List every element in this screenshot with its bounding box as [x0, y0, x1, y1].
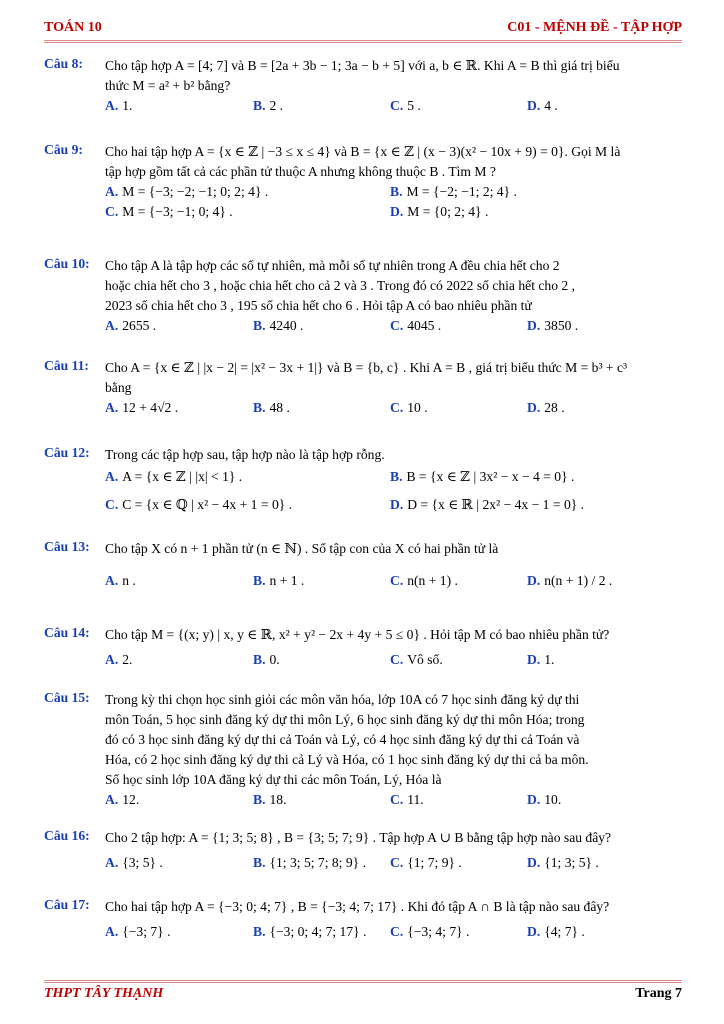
option-d[interactable] [527, 790, 561, 810]
question-16 [44, 828, 682, 873]
option-b[interactable] [390, 467, 574, 487]
option-b[interactable] [253, 96, 283, 116]
option-label: B. [253, 792, 266, 807]
answer-options [105, 853, 682, 873]
question-line: Hóa, có 2 học sinh đăng ký dự thi cả Lý và Hóa, có 1 học sinh đăng ký dự thi cả ba môn. [105, 752, 589, 767]
option-label: D. [527, 400, 541, 415]
option-text: 12 + 4√2 . [122, 400, 179, 415]
header-subject: TOÁN 10 [44, 20, 102, 35]
question-line: hoặc chia hết cho 3 , hoặc chia hết cho cả 2 và 3 . Trong đó có 2022 số chia hết cho 2 , [105, 278, 575, 293]
question-line: Số học sinh lớp 10A đăng ký dự thi các môn Toán, Lý, Hóa là [105, 772, 442, 787]
option-label: B. [253, 855, 266, 870]
question-number: Câu 13: [44, 539, 90, 554]
option-d[interactable] [527, 96, 558, 116]
question-number: Câu 11: [44, 358, 89, 373]
question-number: Câu 9: [44, 142, 83, 157]
option-b[interactable] [253, 650, 280, 670]
option-label: C. [390, 792, 404, 807]
question-line: Cho tập M = {(x; y) | x, y ∈ ℝ, x² + y² − 2x + 4y + 5 ≤ 0} . Hỏi tập M có bao nhiêu phần tử? [105, 627, 610, 642]
option-label: D. [390, 204, 404, 219]
option-text: {−3; 4; 7} . [407, 924, 470, 939]
option-d[interactable] [390, 495, 584, 515]
question-text [105, 690, 682, 790]
option-text: Vô số. [407, 652, 443, 667]
question-text [105, 56, 682, 96]
option-a[interactable] [105, 790, 139, 810]
option-c[interactable] [390, 96, 421, 116]
option-d[interactable] [527, 853, 599, 873]
answer-options [105, 922, 682, 942]
option-text: 4045 . [407, 318, 442, 333]
option-text: 2 . [269, 98, 284, 113]
question-line: đó có 3 học sinh đăng ký dự thi cả Toán và Lý, có 4 học sinh đăng ký dự thi cả Toán và [105, 732, 580, 747]
option-label: A. [105, 184, 119, 199]
question-line: bằng [105, 380, 132, 395]
question-15 [44, 690, 682, 810]
option-label: C. [105, 497, 119, 512]
option-b[interactable] [253, 571, 304, 591]
option-text: 10 . [407, 400, 428, 415]
option-a[interactable] [105, 922, 171, 942]
question-12 [44, 445, 682, 515]
option-a[interactable] [105, 398, 178, 418]
option-text: 48 . [269, 400, 290, 415]
option-text: {−3; 7} . [122, 924, 171, 939]
option-text: D = {x ∈ ℝ | 2x² − 4x − 1 = 0} . [407, 497, 585, 512]
answer-options [105, 467, 682, 487]
option-c[interactable] [390, 853, 462, 873]
option-label: B. [253, 318, 266, 333]
question-line: thức M = a² + b² bằng? [105, 78, 231, 93]
question-line: Cho 2 tập hợp: A = {1; 3; 5; 8} , B = {3; 5; 7; 9} . Tập hợp A ∪ B bằng tập hợp nào sau đây? [105, 830, 612, 845]
option-b[interactable] [253, 853, 366, 873]
option-label: A. [105, 98, 119, 113]
option-text: 28 . [544, 400, 565, 415]
question-line: Cho tập X có n + 1 phần tử (n ∈ ℕ) . Số tập con của X có hai phần tử là [105, 541, 499, 556]
option-label: D. [390, 497, 404, 512]
option-label: A. [105, 792, 119, 807]
option-text: {3; 5} . [122, 855, 163, 870]
option-label: C. [390, 573, 404, 588]
question-line: tập hợp gồm tất cả các phần tử thuộc A nhưng không thuộc B . Tìm M ? [105, 164, 496, 179]
answer-options [105, 650, 682, 670]
question-9 [44, 142, 682, 222]
question-number: Câu 17: [44, 897, 90, 912]
option-b[interactable] [390, 182, 517, 202]
option-text: 1. [544, 652, 555, 667]
question-line: Trong các tập hợp sau, tập hợp nào là tập hợp rỗng. [105, 447, 385, 462]
header-chapter: C01 - MỆNH ĐỀ - TẬP HỢP [507, 20, 682, 35]
option-text: M = {0; 2; 4} . [407, 204, 489, 219]
option-text: 12. [122, 792, 140, 807]
option-text: 4 . [544, 98, 558, 113]
option-c[interactable] [390, 650, 443, 670]
option-label: D. [527, 792, 541, 807]
question-number: Câu 10: [44, 256, 90, 271]
option-text: B = {x ∈ ℤ | 3x² − x − 4 = 0} . [406, 469, 575, 484]
option-text: M = {−3; −2; −1; 0; 2; 4} . [122, 184, 269, 199]
question-line: Cho hai tập hợp A = {x ∈ ℤ | −3 ≤ x ≤ 4} và B = {x ∈ ℤ | (x − 3)(x² − 10x + 9) = 0}. Gọi M là [105, 144, 621, 159]
option-b[interactable] [253, 922, 366, 942]
option-label: C. [390, 98, 404, 113]
option-c[interactable] [390, 398, 428, 418]
question-number: Câu 15: [44, 690, 90, 705]
option-label: B. [253, 98, 266, 113]
option-label: B. [253, 400, 266, 415]
answer-options [105, 96, 682, 116]
option-label: C. [390, 318, 404, 333]
question-number: Câu 12: [44, 445, 90, 460]
option-text: {1; 7; 9} . [407, 855, 462, 870]
option-text: C = {x ∈ ℚ | x² − 4x + 1 = 0} . [122, 497, 293, 512]
question-11 [44, 358, 682, 418]
option-text: 3850 . [544, 318, 579, 333]
answer-options [105, 316, 682, 336]
page-footer [44, 986, 682, 1004]
option-label: A. [105, 855, 119, 870]
question-line: Cho A = {x ∈ ℤ | |x − 2| = |x² − 3x + 1|} và B = {b, c} . Khi A = B , giá trị biểu thức M = b³ + c³ [105, 360, 628, 375]
question-number: Câu 16: [44, 828, 90, 843]
question-text [105, 828, 682, 848]
option-label: B. [390, 184, 403, 199]
option-label: D. [527, 573, 541, 588]
question-line: Cho tập hợp A = [4; 7] và B = [2a + 3b − 1; 3a − b + 5] với a, b ∈ ℝ. Khi A = B thì giá trị biểu [105, 58, 620, 73]
option-b[interactable] [253, 790, 286, 810]
question-number: Câu 8: [44, 56, 83, 71]
option-text: 11. [407, 792, 424, 807]
question-14 [44, 625, 682, 670]
option-label: A. [105, 318, 119, 333]
footer-divider [44, 980, 682, 983]
header-divider [44, 40, 682, 43]
option-label: C. [390, 855, 404, 870]
option-text: M = {−3; −1; 0; 4} . [122, 204, 233, 219]
option-text: 10. [544, 792, 562, 807]
option-label: B. [390, 469, 403, 484]
option-c[interactable] [390, 922, 469, 942]
option-label: D. [527, 318, 541, 333]
option-d[interactable] [527, 398, 565, 418]
option-label: C. [390, 652, 404, 667]
question-text [105, 897, 682, 917]
option-a[interactable] [105, 467, 242, 487]
option-text: {4; 7} . [544, 924, 585, 939]
option-c[interactable] [105, 202, 233, 222]
option-text: 2. [122, 652, 133, 667]
option-c[interactable] [390, 571, 458, 591]
option-text: {1; 3; 5} . [544, 855, 599, 870]
option-d[interactable] [527, 571, 612, 591]
option-text: 0. [269, 652, 280, 667]
option-text: n(n + 1) . [407, 573, 458, 588]
option-label: D. [527, 855, 541, 870]
question-text [105, 256, 682, 316]
answer-options [105, 495, 682, 515]
question-17 [44, 897, 682, 942]
page-number: Trang 7 [635, 986, 682, 1001]
question-text [105, 142, 682, 182]
answer-options [105, 790, 682, 810]
option-text: A = {x ∈ ℤ | |x| < 1} . [122, 469, 243, 484]
question-8 [44, 56, 682, 116]
option-label: D. [527, 98, 541, 113]
question-line: Trong kỳ thi chọn học sinh giỏi các môn văn hóa, lớp 10A có 7 học sinh đăng ký dự thi [105, 692, 580, 707]
option-text: 2655 . [122, 318, 157, 333]
option-d[interactable] [527, 922, 585, 942]
option-text: {−3; 0; 4; 7; 17} . [269, 924, 367, 939]
answer-options [105, 202, 682, 222]
option-d[interactable] [527, 316, 578, 336]
option-d[interactable] [390, 202, 488, 222]
option-label: C. [390, 400, 404, 415]
option-text: n(n + 1) / 2 . [544, 573, 613, 588]
option-text: M = {−2; −1; 2; 4} . [406, 184, 517, 199]
option-label: B. [253, 573, 266, 588]
option-a[interactable] [105, 571, 136, 591]
question-10 [44, 256, 682, 336]
option-label: D. [527, 652, 541, 667]
option-b[interactable] [253, 316, 303, 336]
question-text [105, 445, 682, 465]
answer-options [105, 398, 682, 418]
option-text: n + 1 . [269, 573, 305, 588]
option-d[interactable] [527, 650, 554, 670]
option-c[interactable] [105, 495, 292, 515]
option-a[interactable] [105, 853, 163, 873]
question-line: 2023 số chia hết cho 3 , 195 số chia hết cho 6 . Hỏi tập A có bao nhiêu phần tử [105, 298, 532, 313]
option-label: C. [105, 204, 119, 219]
option-label: A. [105, 469, 119, 484]
option-label: D. [527, 924, 541, 939]
option-label: A. [105, 652, 119, 667]
option-label: B. [253, 652, 266, 667]
option-text: 18. [269, 792, 287, 807]
question-text [105, 625, 682, 645]
answer-options [105, 571, 682, 591]
option-text: n . [122, 573, 136, 588]
option-label: B. [253, 924, 266, 939]
option-b[interactable] [253, 398, 290, 418]
page-header [44, 20, 682, 38]
footer-school: THPT TÂY THẠNH [44, 986, 164, 1001]
option-text: 4240 . [269, 318, 304, 333]
answer-options [105, 182, 682, 202]
question-13 [44, 539, 682, 591]
question-line: môn Toán, 5 học sinh đăng ký dự thi môn Lý, 6 học sinh đăng ký dự thi môn Hóa; trong [105, 712, 585, 727]
option-label: A. [105, 924, 119, 939]
option-a[interactable] [105, 96, 132, 116]
option-c[interactable] [390, 316, 441, 336]
option-a[interactable] [105, 182, 268, 202]
option-text: {1; 3; 5; 7; 8; 9} . [269, 855, 366, 870]
question-line: Cho hai tập hợp A = {−3; 0; 4; 7} , B = {−3; 4; 7; 17} . Khi đó tập A ∩ B là tập nào sau đây? [105, 899, 610, 914]
option-label: A. [105, 400, 119, 415]
question-number: Câu 14: [44, 625, 90, 640]
option-label: A. [105, 573, 119, 588]
option-label: C. [390, 924, 404, 939]
option-a[interactable] [105, 650, 132, 670]
question-text [105, 358, 682, 398]
option-a[interactable] [105, 316, 156, 336]
option-c[interactable] [390, 790, 424, 810]
question-line: Cho tập A là tập hợp các số tự nhiên, mà mỗi số tự nhiên trong A đều chia hết cho 2 [105, 258, 560, 273]
option-text: 5 . [407, 98, 421, 113]
option-text: 1. [122, 98, 133, 113]
question-text [105, 539, 682, 559]
